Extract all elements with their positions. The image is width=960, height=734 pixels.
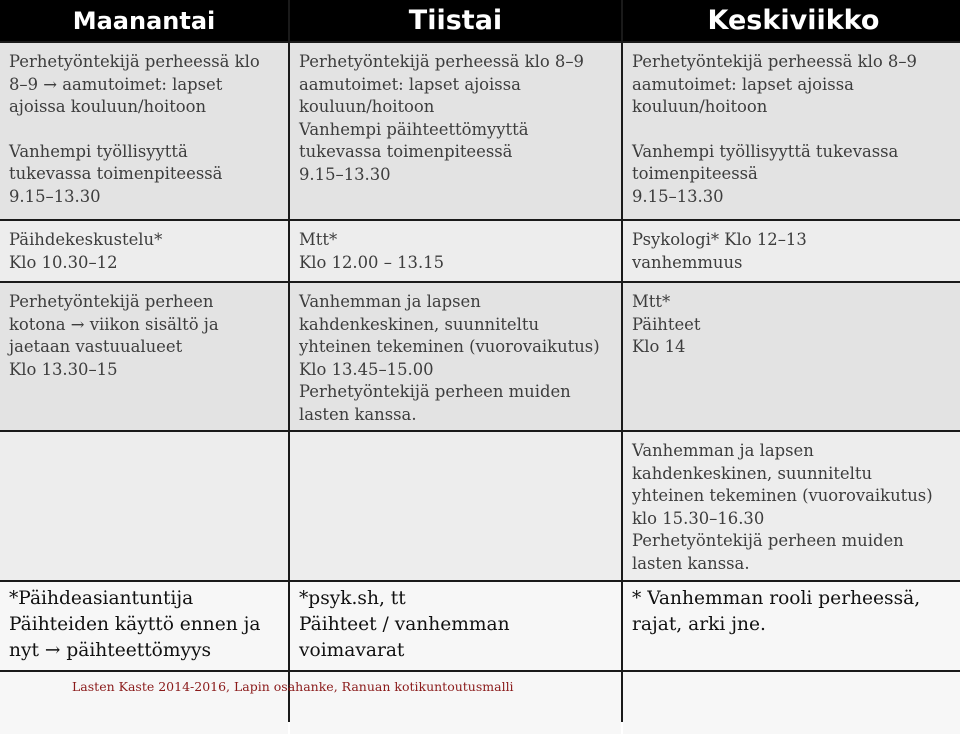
cell-text-line: lasten kanssa. bbox=[299, 404, 417, 424]
cell-text-line: *psyk.sh, tt bbox=[299, 588, 406, 609]
cell-text-line: Perhetyöntekijä perheessä klo 8–9 bbox=[299, 52, 584, 71]
cell-text-line: 8–9 → aamutoimet: lapset bbox=[9, 74, 223, 94]
cell-r4-c0 bbox=[0, 582, 288, 670]
cell-text-line: lasten kanssa. bbox=[632, 553, 750, 573]
cell-text-line: Perhetyöntekijä perheen bbox=[9, 292, 214, 311]
header-wednesday: Keskiviikko bbox=[623, 0, 960, 41]
cell-text-line: 9.15–13.30 bbox=[299, 164, 391, 184]
cell-text-line: voimavarat bbox=[299, 640, 405, 661]
cell-text-line: Vanhempi työllisyyttä tukevassa bbox=[632, 141, 899, 161]
cell-text-line: Perhetyöntekijä perheen muiden bbox=[632, 531, 904, 551]
cell-text-line: kahdenkeskinen, suunniteltu bbox=[299, 314, 540, 334]
cell-text-line: jaetaan vastuualueet bbox=[9, 337, 183, 357]
cell-r3-c2 bbox=[623, 432, 960, 580]
cell-text-line: Perhetyöntekijä perheessä klo bbox=[9, 52, 260, 71]
cell-gap bbox=[9, 119, 280, 141]
header-monday: Maanantai bbox=[0, 0, 288, 41]
header-tuesday: Tiistai bbox=[290, 0, 621, 41]
cell-text-line: Klo 13.45–15.00 bbox=[299, 359, 434, 379]
cell-text-line: Psykologi* Klo 12–13 bbox=[632, 230, 807, 249]
cell-text-line: Mtt* bbox=[632, 292, 671, 311]
cell-text-line: kouluun/hoitoon bbox=[299, 97, 435, 117]
cell-text-line: toimenpiteessä bbox=[632, 164, 758, 184]
cell-r0-c1 bbox=[290, 43, 621, 219]
cell-text-line: Vanhemman ja lapsen bbox=[299, 292, 481, 311]
cell-text-line: Päihdekeskustelu* bbox=[9, 230, 163, 249]
cell-text-line: Klo 12.00 – 13.15 bbox=[299, 252, 445, 272]
cell-text-line: Päihteet bbox=[632, 314, 701, 334]
cell-text-line: Vanhempi päihteettömyyttä bbox=[299, 119, 529, 139]
cell-footer-c2 bbox=[623, 672, 960, 734]
cell-r1-c2 bbox=[623, 221, 960, 281]
cell-text-line: Päihteiden käyttö ennen ja bbox=[9, 614, 261, 635]
cell-text-line: 9.15–13.30 bbox=[9, 186, 101, 206]
cell-r4-c1 bbox=[290, 582, 621, 670]
cell-r2-c0 bbox=[0, 283, 288, 430]
cell-text-line: Perhetyöntekijä perheessä klo 8–9 bbox=[632, 52, 917, 71]
cell-text-line: Päihteet / vanhemman bbox=[299, 614, 510, 635]
cell-text-line: 9.15–13.30 bbox=[632, 186, 724, 206]
cell-r0-c2 bbox=[623, 43, 960, 219]
cell-r3-c0 bbox=[0, 432, 288, 580]
cell-text-line: * Vanhemman rooli perheessä, bbox=[632, 588, 921, 609]
cell-text-line: Vanhemman ja lapsen bbox=[632, 441, 814, 460]
cell-r1-c0 bbox=[0, 221, 288, 281]
cell-text-line: Klo 13.30–15 bbox=[9, 359, 118, 379]
cell-text-line: ajoissa kouluun/hoitoon bbox=[9, 97, 207, 117]
cell-text-line: Mtt* bbox=[299, 230, 338, 249]
cell-text-line: klo 15.30–16.30 bbox=[632, 508, 765, 528]
cell-text-line: Vanhempi työllisyyttä bbox=[9, 141, 188, 161]
cell-text-line: kahdenkeskinen, suunniteltu bbox=[632, 463, 873, 483]
cell-r2-c2 bbox=[623, 283, 960, 430]
cell-gap bbox=[632, 119, 956, 141]
cell-text-line: yhteinen tekeminen (vuorovaikutus) bbox=[299, 337, 600, 357]
cell-r4-c2 bbox=[623, 582, 960, 670]
cell-text-line: *Päihdeasiantuntija bbox=[9, 588, 194, 609]
cell-r2-c1 bbox=[290, 283, 621, 430]
cell-text-line: tukevassa toimenpiteessä bbox=[299, 142, 513, 162]
cell-text-line: Klo 10.30–12 bbox=[9, 252, 118, 272]
cell-r0-c0 bbox=[0, 43, 288, 219]
cell-text-line: nyt → päihteettömyys bbox=[9, 640, 212, 661]
cell-text-line: Perhetyöntekijä perheen muiden bbox=[299, 382, 571, 402]
cell-text-line: yhteinen tekeminen (vuorovaikutus) bbox=[632, 486, 933, 506]
cell-text-line: kotona → viikon sisältö ja bbox=[9, 314, 219, 334]
cell-r1-c1 bbox=[290, 221, 621, 281]
cell-text-line: tukevassa toimenpiteessä bbox=[9, 164, 223, 184]
footer-caption: Lasten Kaste 2014-2016, Lapin osahanke, Ranuan kotikuntoutusmalli bbox=[72, 679, 514, 694]
cell-text-line: aamutoimet: lapset ajoissa bbox=[632, 74, 854, 94]
cell-r3-c1 bbox=[290, 432, 621, 580]
cell-text-line: kouluun/hoitoon bbox=[632, 97, 768, 117]
cell-text-line: Klo 14 bbox=[632, 337, 686, 357]
cell-text-line: aamutoimet: lapset ajoissa bbox=[299, 74, 521, 94]
cell-text-line: rajat, arki jne. bbox=[632, 614, 766, 635]
cell-text-line: vanhemmuus bbox=[632, 252, 743, 272]
